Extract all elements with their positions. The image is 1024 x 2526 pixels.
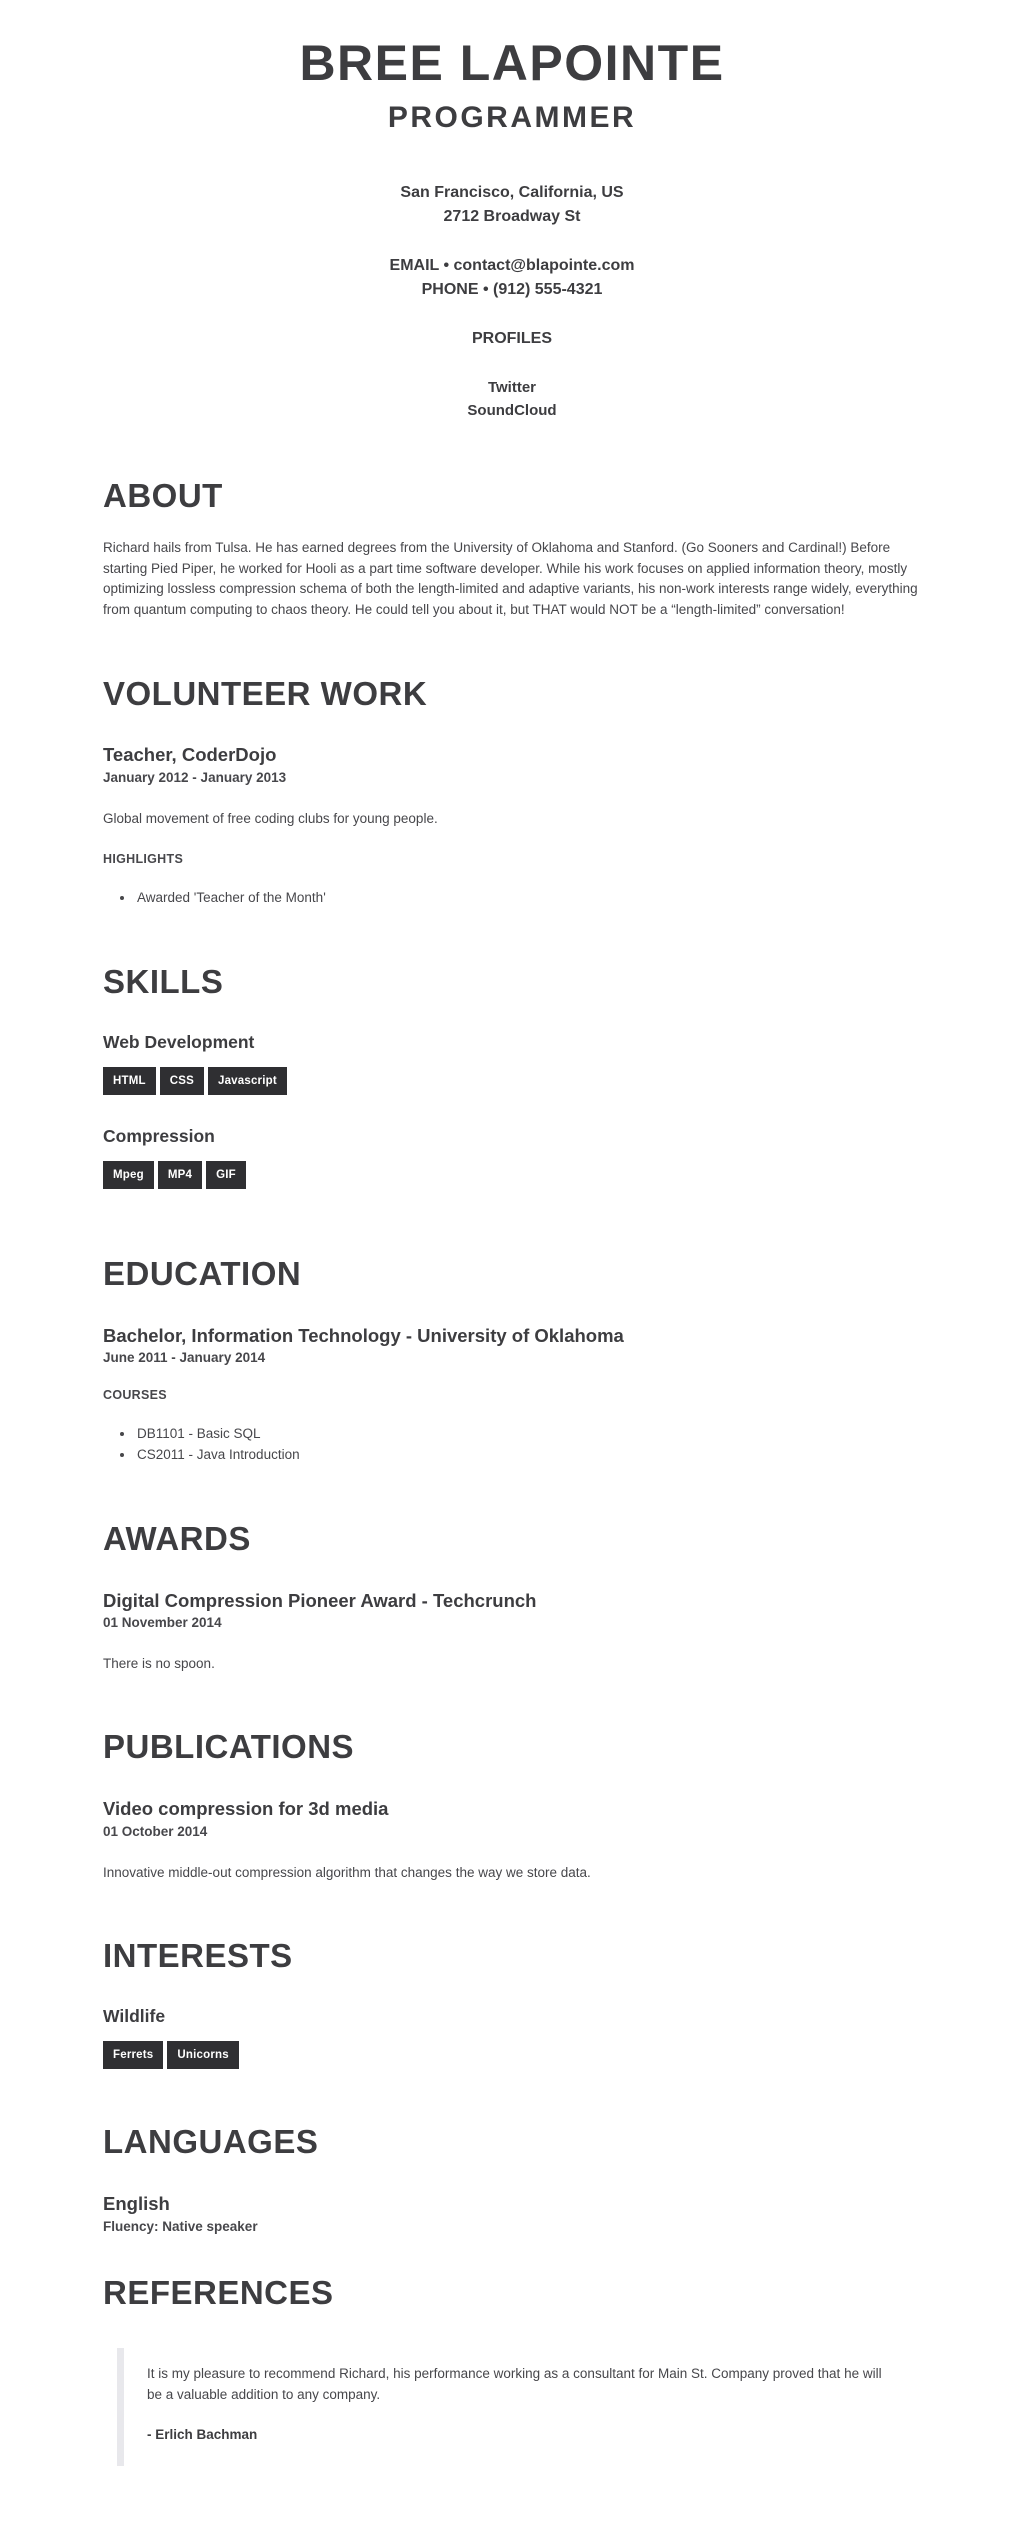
person-job-title: PROGRAMMER: [387, 101, 637, 134]
interest-group-wildlife: [103, 2006, 921, 2069]
skill-group-compression: [103, 1126, 921, 1189]
skill-tag: HTML: [103, 1067, 156, 1095]
section-publications: [103, 1728, 921, 1883]
course-item: • CS2011 - Java Introduction: [135, 1444, 921, 1466]
education-item-dates: June 2011 - January 2014: [103, 1349, 266, 1365]
profile-link-soundcloud[interactable]: SoundCloud: [467, 402, 557, 420]
education-heading: EDUCATION: [103, 1254, 302, 1292]
courses-label: COURSES: [103, 1387, 167, 1402]
skills-heading: SKILLS: [103, 962, 224, 1000]
skill-tag: GIF: [206, 1161, 246, 1189]
award-item-title: Digital Compression Pioneer Award - Techcrunch: [103, 1589, 537, 1611]
highlights-label: HIGHLIGHTS: [103, 852, 184, 867]
profile-link-twitter[interactable]: Twitter: [487, 379, 537, 396]
skill-group-name: Compression: [103, 1125, 215, 1146]
publication-item: [103, 1797, 921, 1883]
courses-list: [103, 1423, 921, 1466]
publication-item-date: 01 October 2014: [103, 1823, 208, 1839]
section-education: [103, 1255, 921, 1466]
profiles-list: [103, 376, 921, 423]
skill-tags: [103, 1067, 921, 1095]
address-group: [103, 181, 921, 229]
highlight-item: • Awarded 'Teacher of the Month': [135, 887, 921, 909]
contact-block: [103, 181, 921, 423]
phone-line: PHONE • (912) 555-4321: [421, 281, 603, 298]
section-languages: [103, 2123, 921, 2234]
resume-page: [103, 0, 921, 2526]
references-heading: REFERENCES: [103, 2274, 334, 2312]
language-name: English: [103, 2192, 170, 2214]
publication-item-title: Video compression for 3d media: [103, 1798, 389, 1820]
education-item: [103, 1324, 921, 1466]
course-item: • DB1101 - Basic SQL: [135, 1423, 921, 1445]
volunteer-item-description: Global movement of free coding clubs for young people.: [103, 810, 438, 826]
volunteer-item-dates: January 2012 - January 2013: [103, 769, 287, 785]
skill-tag: MP4: [158, 1161, 202, 1189]
highlights-list: [103, 887, 921, 909]
section-skills: [103, 963, 921, 1189]
interest-tag: Ferrets: [103, 2041, 163, 2069]
skill-tag: CSS: [160, 1067, 204, 1095]
interest-tags: [103, 2041, 921, 2069]
publication-item-summary: Innovative middle-out compression algorithm that changes the way we store data.: [103, 1864, 591, 1880]
publications-heading: PUBLICATIONS: [103, 1728, 355, 1766]
languages-heading: LANGUAGES: [103, 2122, 319, 2160]
skill-tag: Mpeg: [103, 1161, 154, 1189]
award-item-date: 01 November 2014: [103, 1614, 222, 1630]
volunteer-item: [103, 743, 921, 908]
reference-quote-text: It is my pleasure to recommend Richard, his performance working as a consultant for Main St. Company proved that he will be a valuable addition to any company.: [147, 2365, 882, 2402]
contact-methods-group: [103, 254, 921, 302]
skill-tags: [103, 1161, 921, 1189]
profiles-label-group: [103, 327, 921, 351]
profiles-label: PROFILES: [471, 330, 552, 347]
skill-group-name: Web Development: [103, 1031, 255, 1052]
resume-header: [103, 36, 921, 423]
street-line: 2712 Broadway St: [443, 208, 581, 225]
education-item-title: Bachelor, Information Technology - University of Oklahoma: [103, 1324, 624, 1346]
interests-heading: INTERESTS: [103, 1937, 293, 1975]
section-awards: [103, 1520, 921, 1675]
about-text: Richard hails from Tulsa. He has earned degrees from the University of Oklahoma and Stanford. (Go Sooners and Cardinal!) Before starting Pied Piper, he worked for Hooli as a part time software developer. While his work focuses on applied information theory, mostly optimizing lossless compression schema of both the length-limited and adaptive variants, his non-work interests range widely, everything from quantum computing to chaos theory. He could tell you about it, but THAT would NOT be a “length-limited” conversation!: [103, 540, 918, 617]
interest-group-name: Wildlife: [103, 2005, 166, 2026]
volunteer-heading: VOLUNTEER WORK: [103, 674, 428, 712]
about-heading: ABOUT: [103, 476, 223, 514]
award-item: [103, 1589, 921, 1675]
skill-group-web-development: [103, 1032, 921, 1095]
location-line: San Francisco, California, US: [400, 184, 624, 201]
skill-tag: Javascript: [208, 1067, 287, 1095]
section-references: [103, 2274, 921, 2466]
volunteer-item-title: Teacher, CoderDojo: [103, 744, 277, 766]
interest-tag: Unicorns: [167, 2041, 238, 2069]
awards-heading: AWARDS: [103, 1519, 251, 1557]
person-name: BREE LAPOINTE: [299, 35, 725, 91]
section-about: [103, 477, 921, 621]
language-item: [103, 2192, 921, 2234]
award-item-summary: There is no spoon.: [103, 1655, 215, 1671]
language-fluency: Fluency: Native speaker: [103, 2219, 258, 2235]
section-interests: [103, 1937, 921, 2069]
email-line: EMAIL • contact@blapointe.com: [389, 257, 635, 274]
reference-blockquote: [117, 2348, 921, 2466]
reference-attribution: - Erlich Bachman: [147, 2426, 258, 2442]
section-volunteer-work: [103, 675, 921, 909]
